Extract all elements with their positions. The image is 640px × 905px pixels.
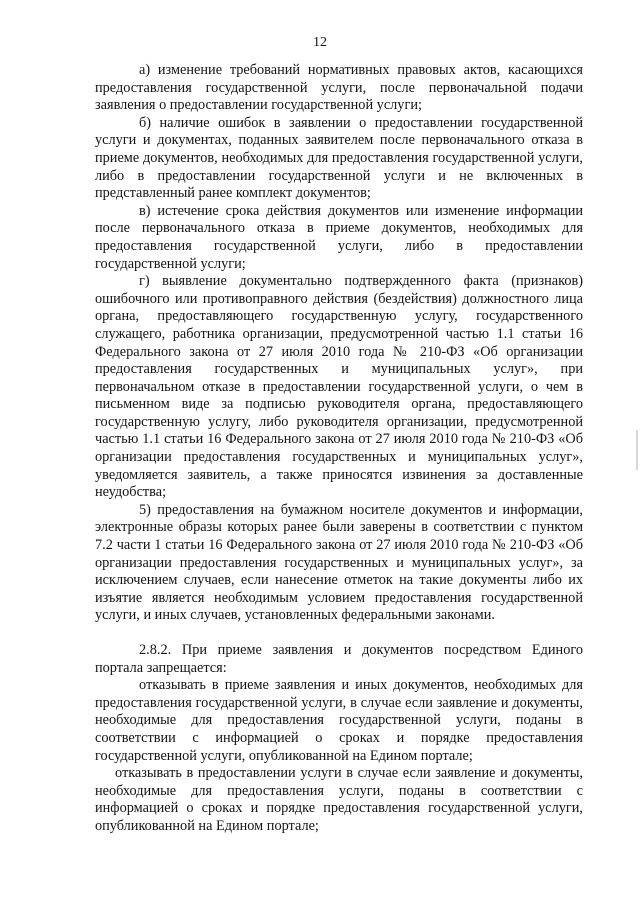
paragraph-item-v: в) истечение срока действия документов или изменение информации после первоначального отказа в приеме документов, необходимых для предоставления государственной услуги, либо в предоставлении государственной услуги; bbox=[95, 202, 583, 272]
page-number: 12 bbox=[313, 35, 327, 50]
paragraph-section-2-8-2: 2.8.2. При приеме заявления и документов посредством Единого портала запрещается: bbox=[95, 642, 583, 676]
paragraph-item-a: а) изменение требований нормативных правовых актов, касающихся предоставления государственной услуги, после первоначальной подачи заявления о предоставлении государственной услуги; bbox=[95, 62, 583, 114]
paragraph-item-b: б) наличие ошибок в заявлении о предоставлении государственной услуги и документах, поданных заявителем после первоначального отказа в приеме документов, необходимых для предоставления государственной услуги, либо в предоставлении государственной услуги и не включенных в представленный ранее комплект документов; bbox=[95, 114, 583, 202]
paragraph-item-g: г) выявление документально подтвержденного факта (признаков) ошибочного или противоправного действия (бездействия) должностного лица органа, предоставляющего государственную услугу, государственного служащего, работника организации, предусмотренной частью 1.1 статьи 16 Федерального закона от 27 июля 2010 года № 210-ФЗ «Об организации предоставления государственных и муниципальных услуг», при первоначальном отказе в предоставлении государственной услуги, о чем в письменном виде за подписью руководителя органа, предоставляющего государственную услугу, либо руководителя организации, предусмотренной частью 1.1 статьи 16 Федерального закона от 27 июля 2010 года № 210-ФЗ «Об организации предоставления государственных и муниципальных услуг», уведомляется заявитель, а также приносятся извинения за доставленные неудобства; bbox=[95, 273, 583, 501]
paragraph-item-5: 5) предоставления на бумажном носителе документов и информации, электронные образы которых ранее были заверены в соответствии с пунктом 7.2 части 1 статьи 16 Федерального закона от 27 июля 2010 года № 210-ФЗ «Об организации предоставления государственных и муниципальных услуг», за исключением случаев, если нанесение отметок на такие документы либо их изъятие является необходимым условием предоставления государственной услуги, и иных случаев, установленных федеральными законами. bbox=[95, 501, 583, 624]
paragraph-prohibition-2: отказывать в предоставлении услуги в случае если заявление и документы, необходимые для предоставления услуги, поданы в соответствии с информацией о сроках и порядке предоставления государственной услуги, опубликованной на Едином портале; bbox=[95, 765, 583, 834]
scan-margin-mark bbox=[636, 430, 638, 470]
document-body bbox=[95, 62, 583, 836]
paragraph-prohibition-1: отказывать в приеме заявления и иных документов, необходимых для предоставления государственной услуги, в случае если заявление и документы, необходимые для предоставления государственной услуги, поданы в соответствии с информацией о сроках и порядке предоставления государственной услуги, опубликованной на Едином портале; bbox=[95, 677, 583, 764]
